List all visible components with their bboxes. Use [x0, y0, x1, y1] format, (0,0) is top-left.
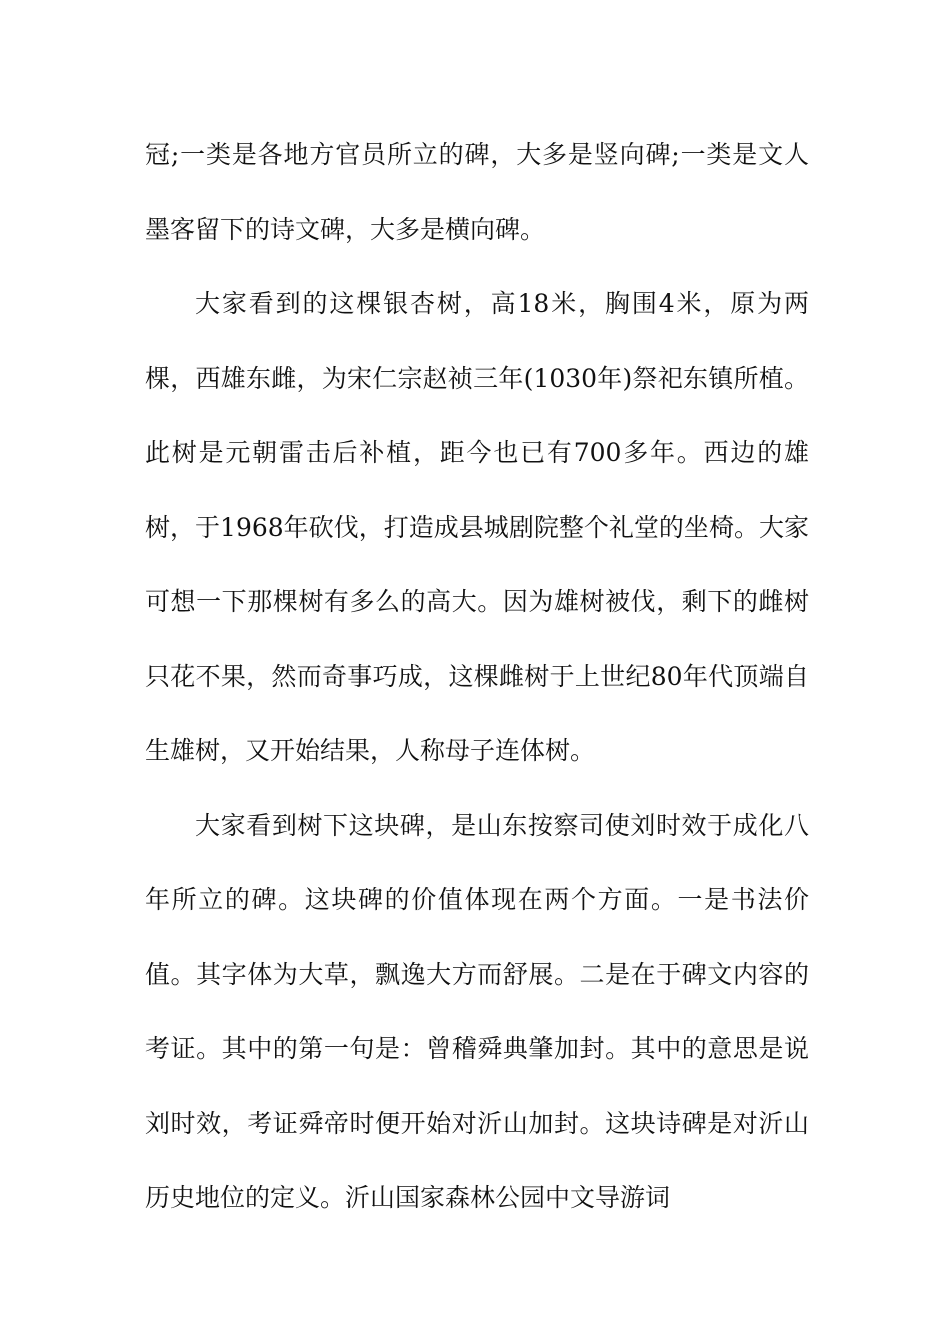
paragraph-2: 大家看到的这棵银杏树，高18米，胸围4米，原为两棵，西雄东雌，为宋仁宗赵祯三年(1030年)祭祀东镇所植。此树是元朝雷击后补植，距今也已有700多年。西边的雄树，于1968年砍伐，打造成县城剧院整个礼堂的坐椅。大家可想一下那棵树有多么的高大。因为雄树被伐，剩下的雌树只花不果，然而奇事巧成，这棵雌树于上世纪80年代顶端自生雄树，又开始结果，人称母子连体树。 — [145, 289, 809, 765]
paragraph-1: 冠;一类是各地方官员所立的碑，大多是竖向碑;一类是文人墨客留下的诗文碑，大多是横向碑。 — [145, 140, 809, 244]
paragraph-3: 大家看到树下这块碑，是山东按察司使刘时效于成化八年所立的碑。这块碑的价值体现在两个方面。一是书法价值。其字体为大草，飘逸大方而舒展。二是在于碑文内容的考证。其中的第一句是：曾稽舜典肇加封。其中的意思是说刘时效，考证舜帝时便开始对沂山加封。这块诗碑是对沂山历史地位的定义。沂山国家森林公园中文导游词 — [145, 810, 809, 1212]
document-body — [145, 118, 809, 1236]
